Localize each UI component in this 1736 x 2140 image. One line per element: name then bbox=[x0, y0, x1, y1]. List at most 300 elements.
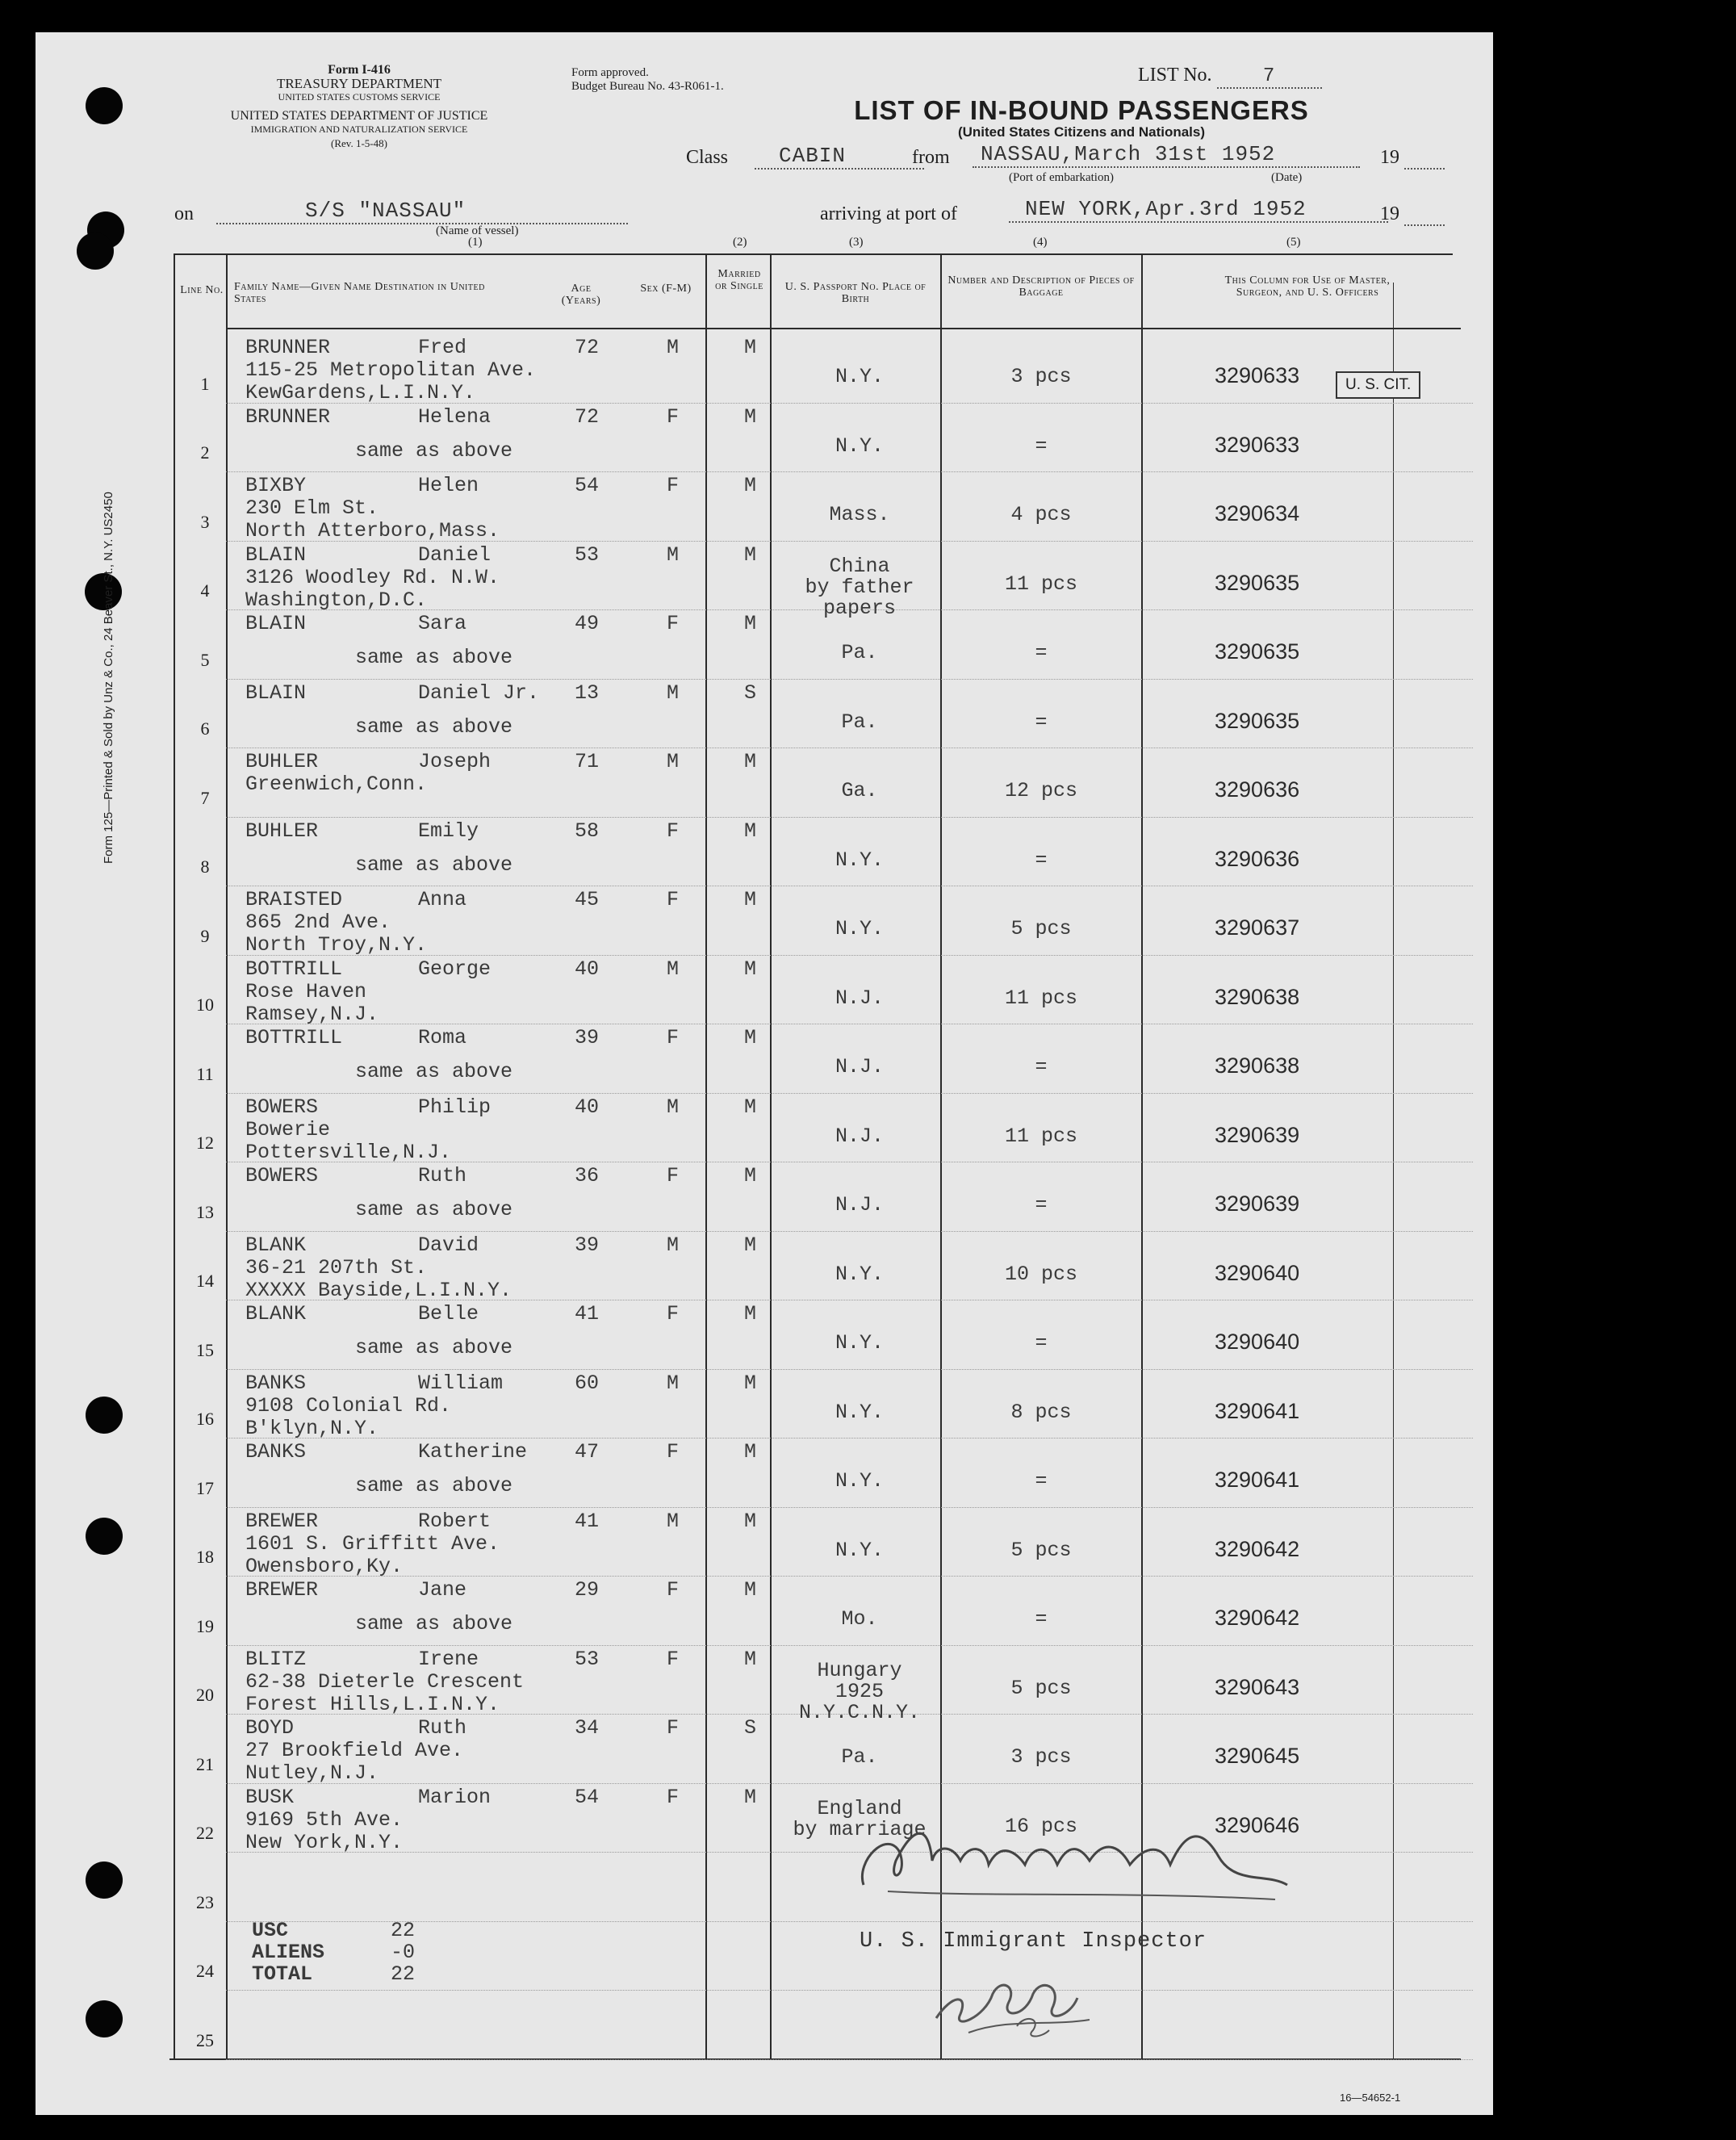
class-value: CABIN bbox=[755, 144, 924, 170]
us-citizen-stamp: U. S. CIT. bbox=[1336, 371, 1420, 399]
officer-number: 3290639 bbox=[1215, 1191, 1300, 1216]
passenger-baggage: 3 pcs bbox=[1010, 365, 1072, 388]
passenger-marital-status: M bbox=[744, 612, 757, 635]
passenger-age: 45 bbox=[575, 888, 600, 911]
list-number-field bbox=[1138, 65, 1322, 89]
binder-hole bbox=[86, 87, 123, 124]
row-separator bbox=[226, 2059, 1473, 2060]
passenger-baggage: 10 pcs bbox=[1004, 1262, 1077, 1286]
year-suffix: 19 bbox=[1380, 147, 1399, 168]
passenger-sex: M bbox=[667, 542, 680, 567]
passenger-family-name: BREWER bbox=[245, 1578, 319, 1602]
passenger-given-name: Fred bbox=[418, 336, 467, 359]
list-number-label: LIST No. bbox=[1138, 65, 1212, 86]
passenger-age: 29 bbox=[575, 1578, 600, 1602]
passenger-given-name: Robert bbox=[418, 1509, 492, 1533]
line-number: 14 bbox=[196, 1271, 214, 1291]
line-number: 8 bbox=[200, 856, 210, 877]
passenger-baggage: 11 pcs bbox=[1004, 572, 1077, 596]
passenger-baggage: = bbox=[1035, 1193, 1048, 1217]
passenger-age: 40 bbox=[575, 1095, 600, 1119]
passenger-marital-status: M bbox=[744, 474, 757, 497]
passenger-destination: 9108 Colonial Rd. bbox=[245, 1393, 452, 1418]
passenger-place-of-birth: N.Y. bbox=[835, 1538, 884, 1562]
passenger-given-name: Irene bbox=[418, 1647, 479, 1671]
col-marker: (4) bbox=[1033, 236, 1048, 249]
passenger-baggage: 11 pcs bbox=[1004, 986, 1077, 1010]
approved-text: Form approved. bbox=[571, 66, 649, 79]
passenger-sex: F bbox=[667, 1026, 680, 1049]
passenger-destination: 865 2nd Ave. bbox=[245, 911, 391, 934]
passenger-marital-status: M bbox=[744, 1302, 757, 1325]
passenger-family-name: BANKS bbox=[245, 1371, 307, 1395]
row-separator bbox=[226, 471, 1473, 472]
passenger-place-of-birth: N.Y. bbox=[835, 848, 884, 872]
passenger-sex: M bbox=[667, 1371, 680, 1395]
passenger-place-of-birth: N.Y. bbox=[835, 1469, 884, 1493]
year-blank bbox=[1404, 207, 1445, 226]
passenger-given-name: Helena bbox=[418, 404, 492, 429]
passenger-baggage: = bbox=[1035, 1607, 1048, 1631]
line-number: 13 bbox=[196, 1201, 214, 1222]
passenger-baggage: = bbox=[1035, 433, 1048, 458]
row-separator bbox=[226, 1369, 1473, 1370]
passenger-destination: North Troy,N.Y. bbox=[245, 933, 428, 957]
passenger-place-of-birth: Hungary bbox=[817, 1658, 902, 1682]
passenger-marital-status: M bbox=[744, 1026, 757, 1049]
passenger-place-of-birth: N.Y. bbox=[835, 433, 884, 458]
passenger-destination: Nutley,N.J. bbox=[245, 1761, 379, 1785]
table-header-border bbox=[226, 328, 1461, 329]
passenger-marital-status: M bbox=[744, 404, 757, 429]
col-header-sex: Sex (F-M) bbox=[640, 283, 692, 295]
budget-text: Budget Bureau No. 43-R061-1. bbox=[571, 80, 724, 93]
officer-number: 3290634 bbox=[1215, 501, 1300, 526]
officer-number: 3290642 bbox=[1215, 1606, 1300, 1630]
officer-number: 3290635 bbox=[1215, 708, 1300, 733]
row-separator bbox=[226, 1576, 1473, 1577]
passenger-age: 13 bbox=[575, 681, 600, 705]
passenger-destination: New York,N.Y. bbox=[245, 1830, 404, 1854]
officer-number: 3290633 bbox=[1215, 432, 1300, 457]
passenger-destination: same as above bbox=[355, 1060, 513, 1083]
passenger-family-name: BIXBY bbox=[245, 474, 307, 497]
passenger-sex: F bbox=[667, 819, 680, 843]
officer-number: 3290636 bbox=[1215, 777, 1300, 802]
inspector-title: U. S. Immigrant Inspector bbox=[860, 1929, 1207, 1954]
customs-service: UNITED STATES CUSTOMS SERVICE bbox=[278, 91, 441, 103]
year-suffix: 19 bbox=[1380, 203, 1399, 224]
officer-number: 3290641 bbox=[1215, 1468, 1300, 1492]
form-number: Form I-416 bbox=[328, 63, 391, 77]
passenger-age: 40 bbox=[575, 957, 600, 981]
line-number: 16 bbox=[196, 1409, 214, 1429]
passenger-marital-status: S bbox=[744, 1716, 757, 1740]
passenger-destination: 115-25 Metropolitan Ave. bbox=[245, 358, 537, 382]
arriving-label: arriving at port of bbox=[820, 203, 957, 224]
officer-number: 3290641 bbox=[1215, 1398, 1300, 1423]
passenger-family-name: BREWER bbox=[245, 1509, 319, 1533]
passenger-sex: F bbox=[667, 1164, 680, 1187]
passenger-given-name: Joseph bbox=[418, 750, 492, 773]
line-number: 10 bbox=[196, 995, 214, 1015]
officer-number: 3290639 bbox=[1215, 1122, 1300, 1147]
line-number: 23 bbox=[196, 1891, 214, 1912]
passenger-sex: M bbox=[667, 750, 680, 773]
passenger-age: 60 bbox=[575, 1371, 600, 1395]
officer-number: 3290645 bbox=[1215, 1744, 1300, 1768]
passenger-given-name: Emily bbox=[418, 819, 479, 843]
passenger-place-of-birth: 1925 bbox=[835, 1679, 884, 1703]
passenger-family-name: BLANK bbox=[245, 1302, 307, 1325]
passenger-baggage: 3 pcs bbox=[1010, 1745, 1072, 1769]
line-number: 21 bbox=[196, 1753, 214, 1774]
passenger-destination: same as above bbox=[355, 852, 513, 877]
passenger-destination: same as above bbox=[355, 1336, 513, 1359]
passenger-family-name: BANKS bbox=[245, 1440, 307, 1464]
line-number: 6 bbox=[200, 718, 210, 739]
line-number: 25 bbox=[196, 2029, 214, 2050]
passenger-marital-status: M bbox=[744, 1785, 757, 1809]
officer-number: 3290640 bbox=[1215, 1260, 1300, 1285]
passenger-family-name: BRUNNER bbox=[245, 336, 331, 359]
line-number: 20 bbox=[196, 1685, 214, 1705]
officer-number: 3290636 bbox=[1215, 846, 1300, 871]
passenger-given-name: Daniel bbox=[418, 542, 492, 567]
passenger-family-name: BLITZ bbox=[245, 1647, 307, 1671]
passenger-sex: F bbox=[667, 612, 680, 635]
passenger-given-name: Philip bbox=[418, 1095, 492, 1119]
passenger-destination: same as above bbox=[355, 1198, 513, 1221]
passenger-given-name: Roma bbox=[418, 1026, 467, 1049]
passenger-place-of-birth: China bbox=[829, 554, 890, 578]
passenger-given-name: Ruth bbox=[418, 1716, 467, 1740]
passenger-age: 36 bbox=[575, 1164, 600, 1187]
passenger-place-of-birth: N.J. bbox=[835, 1193, 884, 1217]
passenger-age: 72 bbox=[575, 336, 600, 359]
passenger-family-name: BOWERS bbox=[245, 1164, 319, 1187]
row-separator bbox=[226, 1231, 1473, 1232]
passenger-given-name: Belle bbox=[418, 1302, 479, 1325]
passenger-destination: Rose Haven bbox=[245, 979, 367, 1003]
officer-number: 3290635 bbox=[1215, 570, 1300, 595]
passenger-destination: KewGardens,L.I.N.Y. bbox=[245, 381, 476, 404]
col-divider bbox=[940, 253, 942, 2060]
passenger-place-of-birth: Mass. bbox=[829, 503, 890, 526]
passenger-destination: 3126 Woodley Rd. N.W. bbox=[245, 565, 500, 589]
passenger-sex: F bbox=[667, 1716, 680, 1740]
line-number: 19 bbox=[196, 1615, 214, 1636]
row-separator bbox=[226, 817, 1473, 818]
passenger-age: 58 bbox=[575, 819, 600, 843]
passenger-destination: same as above bbox=[355, 1474, 513, 1497]
passenger-destination: B'klyn,N.Y. bbox=[245, 1416, 379, 1440]
passenger-marital-status: M bbox=[744, 1164, 757, 1187]
passenger-place-of-birth: N.Y. bbox=[835, 1400, 884, 1424]
total-label: USC bbox=[252, 1919, 289, 1942]
line-number: 4 bbox=[200, 580, 210, 601]
form-footer-code: 16—54652-1 bbox=[1340, 2092, 1401, 2104]
line-number: 11 bbox=[196, 1063, 214, 1084]
binder-hole bbox=[86, 1862, 123, 1899]
passenger-family-name: BLAIN bbox=[245, 681, 307, 705]
passenger-given-name: Helen bbox=[418, 474, 479, 497]
passenger-destination: XXXXX Bayside,L.I.N.Y. bbox=[245, 1278, 512, 1302]
class-label: Class bbox=[686, 147, 729, 168]
passenger-family-name: BOTTRILL bbox=[245, 1026, 343, 1049]
col-marker: (2) bbox=[733, 236, 747, 249]
col-header-name: Family Name—Given Name Destination in United States bbox=[234, 281, 485, 305]
passenger-marital-status: M bbox=[744, 888, 757, 911]
passenger-place-of-birth: papers bbox=[822, 596, 896, 620]
passenger-place-of-birth: N.J. bbox=[835, 986, 884, 1010]
row-separator bbox=[226, 1783, 1473, 1784]
passenger-age: 39 bbox=[575, 1233, 600, 1257]
passenger-age: 53 bbox=[575, 1647, 600, 1671]
passenger-family-name: BLAIN bbox=[245, 612, 307, 635]
passenger-marital-status: M bbox=[744, 336, 757, 359]
from-label: from bbox=[912, 147, 950, 168]
passenger-destination: North Atterboro,Mass. bbox=[245, 519, 500, 542]
row-separator bbox=[226, 1438, 1473, 1439]
col-divider bbox=[705, 253, 707, 2060]
binder-hole bbox=[77, 232, 114, 270]
line-number: 22 bbox=[196, 1823, 214, 1843]
passenger-baggage: 8 pcs bbox=[1010, 1400, 1072, 1424]
officer-number: 3290640 bbox=[1215, 1330, 1300, 1354]
passenger-family-name: BOWERS bbox=[245, 1095, 319, 1119]
line-number: 12 bbox=[196, 1133, 214, 1153]
passenger-baggage: 16 pcs bbox=[1004, 1814, 1077, 1838]
passenger-marital-status: S bbox=[744, 681, 757, 705]
passenger-sex: F bbox=[667, 404, 680, 429]
passenger-destination: Forest Hills,L.I.N.Y. bbox=[245, 1692, 500, 1716]
printer-side-text: Form 125—Printed & Sold by Unz & Co., 24 Beaver St., N.Y. US2450 bbox=[102, 492, 115, 864]
passenger-age: 53 bbox=[575, 542, 600, 567]
passenger-sex: F bbox=[667, 888, 680, 911]
passenger-marital-status: M bbox=[744, 957, 757, 981]
passenger-baggage: = bbox=[1035, 710, 1048, 734]
passenger-baggage: 12 pcs bbox=[1004, 779, 1077, 802]
passenger-sex: F bbox=[667, 1440, 680, 1464]
date-caption: (Date) bbox=[1271, 171, 1303, 184]
line-number: 15 bbox=[196, 1339, 214, 1360]
passenger-baggage: 4 pcs bbox=[1010, 503, 1072, 526]
passenger-sex: M bbox=[667, 681, 680, 705]
passenger-baggage: 5 pcs bbox=[1010, 1676, 1072, 1700]
passenger-sex: M bbox=[667, 336, 680, 359]
passenger-destination: same as above bbox=[355, 646, 513, 669]
line-number: 5 bbox=[200, 649, 210, 670]
passenger-marital-status: M bbox=[744, 819, 757, 843]
passenger-given-name: David bbox=[418, 1233, 479, 1257]
arrival-port-date: NEW YORK,Apr.3rd 1952 bbox=[1009, 197, 1388, 223]
passenger-destination: same as above bbox=[355, 438, 513, 463]
officer-number: 3290637 bbox=[1215, 915, 1300, 940]
passenger-destination: Ramsey,N.J. bbox=[245, 1002, 379, 1026]
officer-number: 3290635 bbox=[1215, 639, 1300, 664]
passenger-sex: F bbox=[667, 474, 680, 497]
officer-number: 3290646 bbox=[1215, 1812, 1300, 1837]
passenger-sex: M bbox=[667, 1095, 680, 1119]
justice-dept: UNITED STATES DEPARTMENT OF JUSTICE bbox=[230, 109, 488, 123]
row-separator bbox=[226, 1990, 1473, 1991]
inspector-initials bbox=[920, 1962, 1106, 2042]
passenger-given-name: Ruth bbox=[418, 1164, 467, 1187]
passenger-age: 49 bbox=[575, 612, 600, 635]
vessel-name: S/S "NASSAU" bbox=[216, 199, 628, 224]
passenger-destination: 9169 5th Ave. bbox=[245, 1807, 404, 1832]
passenger-family-name: BLAIN bbox=[245, 542, 307, 567]
passenger-age: 54 bbox=[575, 474, 600, 497]
passenger-place-of-birth: N.Y. bbox=[835, 917, 884, 940]
passenger-age: 34 bbox=[575, 1716, 600, 1740]
passenger-baggage: = bbox=[1035, 641, 1048, 664]
passenger-sex: F bbox=[667, 1785, 680, 1809]
passenger-given-name: William bbox=[418, 1371, 504, 1395]
passenger-age: 39 bbox=[575, 1026, 600, 1049]
passenger-place-of-birth: N.Y. bbox=[835, 1262, 884, 1286]
ins-service: IMMIGRATION AND NATURALIZATION SERVICE bbox=[250, 124, 468, 135]
passenger-destination: 1601 S. Griffitt Ave. bbox=[245, 1531, 500, 1556]
passenger-family-name: BOTTRILL bbox=[245, 957, 343, 981]
col-divider bbox=[770, 253, 772, 2060]
total-label: ALIENS bbox=[252, 1941, 325, 1964]
passenger-destination: Pottersville,N.J. bbox=[245, 1140, 452, 1164]
total-value: 22 bbox=[391, 1962, 416, 1986]
passenger-family-name: BLANK bbox=[245, 1233, 307, 1257]
passenger-marital-status: M bbox=[744, 1233, 757, 1257]
passenger-family-name: BUHLER bbox=[245, 819, 319, 843]
treasury-dept: TREASURY DEPARTMENT bbox=[276, 76, 442, 91]
passenger-destination: 62-38 Dieterle Crescent bbox=[245, 1669, 525, 1694]
passenger-sex: M bbox=[667, 957, 680, 981]
col-marker: (3) bbox=[849, 236, 864, 249]
col-header-line: Line No. bbox=[180, 284, 224, 296]
passenger-destination: 36-21 207th St. bbox=[245, 1255, 428, 1279]
row-separator bbox=[226, 1645, 1473, 1646]
on-label: on bbox=[174, 203, 194, 224]
passenger-destination: 230 Elm St. bbox=[245, 496, 379, 520]
line-number: 17 bbox=[196, 1477, 214, 1498]
vessel-caption: (Name of vessel) bbox=[436, 224, 519, 237]
total-value: -0 bbox=[391, 1941, 416, 1964]
passenger-marital-status: M bbox=[744, 1647, 757, 1671]
col-marker: (5) bbox=[1286, 236, 1301, 249]
passenger-family-name: BRUNNER bbox=[245, 404, 331, 429]
total-value: 22 bbox=[391, 1919, 416, 1942]
passenger-given-name: Daniel Jr. bbox=[418, 681, 540, 705]
col-header-age: Age (Years) bbox=[561, 283, 601, 307]
line-number: 9 bbox=[200, 925, 210, 946]
passenger-place-of-birth: N.Y. bbox=[835, 365, 884, 388]
col-header-passport: U. S. Passport No. Place of Birth bbox=[784, 281, 927, 305]
passenger-place-of-birth: Pa. bbox=[841, 710, 878, 734]
form-revision: (Rev. 1-5-48) bbox=[331, 137, 387, 149]
inspector-signature bbox=[839, 1796, 1291, 1917]
passenger-marital-status: M bbox=[744, 1578, 757, 1602]
officer-number: 3290633 bbox=[1215, 363, 1300, 387]
port-caption: (Port of embarkation) bbox=[1009, 171, 1114, 184]
port-of-embarkation: NASSAU,March 31st 1952 bbox=[973, 142, 1360, 168]
form-approval bbox=[571, 66, 724, 94]
passenger-baggage: = bbox=[1035, 1055, 1048, 1078]
officer-number: 3290638 bbox=[1215, 984, 1300, 1009]
list-number-value: 7 bbox=[1217, 65, 1322, 89]
passenger-place-of-birth: N.Y.C.N.Y. bbox=[798, 1700, 921, 1724]
binder-hole bbox=[86, 2000, 123, 2037]
officer-number: 3290643 bbox=[1215, 1674, 1300, 1699]
passenger-destination: Washington,D.C. bbox=[245, 588, 428, 612]
passenger-baggage: 5 pcs bbox=[1010, 917, 1072, 940]
passenger-age: 54 bbox=[575, 1785, 600, 1809]
passenger-marital-status: M bbox=[744, 1509, 757, 1533]
passenger-family-name: BUHLER bbox=[245, 750, 319, 773]
passenger-family-name: BRAISTED bbox=[245, 888, 343, 911]
row-separator bbox=[226, 679, 1473, 680]
passenger-age: 47 bbox=[575, 1440, 600, 1464]
passenger-place-of-birth: N.Y. bbox=[835, 1331, 884, 1355]
row-separator bbox=[226, 1093, 1473, 1094]
passenger-marital-status: M bbox=[744, 542, 757, 567]
binder-hole bbox=[86, 1397, 123, 1434]
line-number: 7 bbox=[200, 787, 210, 808]
col-header-officers: This Column for Use of Master, Surgeon, and U. S. Officers bbox=[1224, 274, 1391, 299]
col-marker: (1) bbox=[468, 236, 483, 249]
passenger-marital-status: M bbox=[744, 1371, 757, 1395]
year-blank bbox=[1404, 150, 1445, 170]
passenger-age: 41 bbox=[575, 1302, 600, 1325]
passenger-destination: Owensboro,Ky. bbox=[245, 1554, 404, 1578]
passenger-place-of-birth: N.J. bbox=[835, 1124, 884, 1148]
col-header-baggage: Number and Description of Pieces of Baggage bbox=[947, 274, 1135, 299]
passenger-age: 71 bbox=[575, 750, 600, 773]
passenger-baggage: = bbox=[1035, 1331, 1048, 1355]
passenger-place-of-birth: England bbox=[817, 1796, 902, 1820]
line-number: 3 bbox=[200, 511, 210, 532]
document-title: LIST OF IN-BOUND PASSENGERS bbox=[854, 95, 1309, 125]
passenger-place-of-birth: N.J. bbox=[835, 1055, 884, 1078]
passenger-baggage: = bbox=[1035, 1469, 1048, 1493]
passenger-sex: F bbox=[667, 1647, 680, 1671]
col-divider bbox=[1141, 253, 1143, 2060]
officer-number: 3290642 bbox=[1215, 1536, 1300, 1561]
officer-number: 3290638 bbox=[1215, 1053, 1300, 1078]
passenger-age: 72 bbox=[575, 404, 600, 429]
passenger-baggage: = bbox=[1035, 848, 1048, 872]
passenger-place-of-birth: by father bbox=[805, 575, 914, 599]
passenger-baggage: 11 pcs bbox=[1004, 1124, 1077, 1148]
passenger-sex: F bbox=[667, 1578, 680, 1602]
passenger-family-name: BOYD bbox=[245, 1716, 295, 1740]
passenger-place-of-birth: Pa. bbox=[841, 1745, 878, 1769]
passenger-marital-status: M bbox=[744, 1095, 757, 1119]
line-number: 1 bbox=[200, 373, 210, 394]
col-header-married: Married or Single bbox=[715, 268, 763, 292]
passenger-marital-status: M bbox=[744, 750, 757, 773]
line-number: 2 bbox=[200, 442, 210, 463]
passenger-baggage: 5 pcs bbox=[1010, 1538, 1072, 1562]
passenger-destination: same as above bbox=[355, 1612, 513, 1635]
document-subtitle: (United States Citizens and Nationals) bbox=[957, 124, 1206, 140]
line-number: 24 bbox=[196, 1961, 214, 1981]
passenger-sex: M bbox=[667, 1233, 680, 1257]
passenger-given-name: Jane bbox=[418, 1578, 467, 1602]
total-label: TOTAL bbox=[252, 1962, 313, 1986]
passenger-marital-status: M bbox=[744, 1440, 757, 1464]
passenger-given-name: Katherine bbox=[418, 1440, 528, 1464]
form-header-block bbox=[169, 63, 549, 150]
